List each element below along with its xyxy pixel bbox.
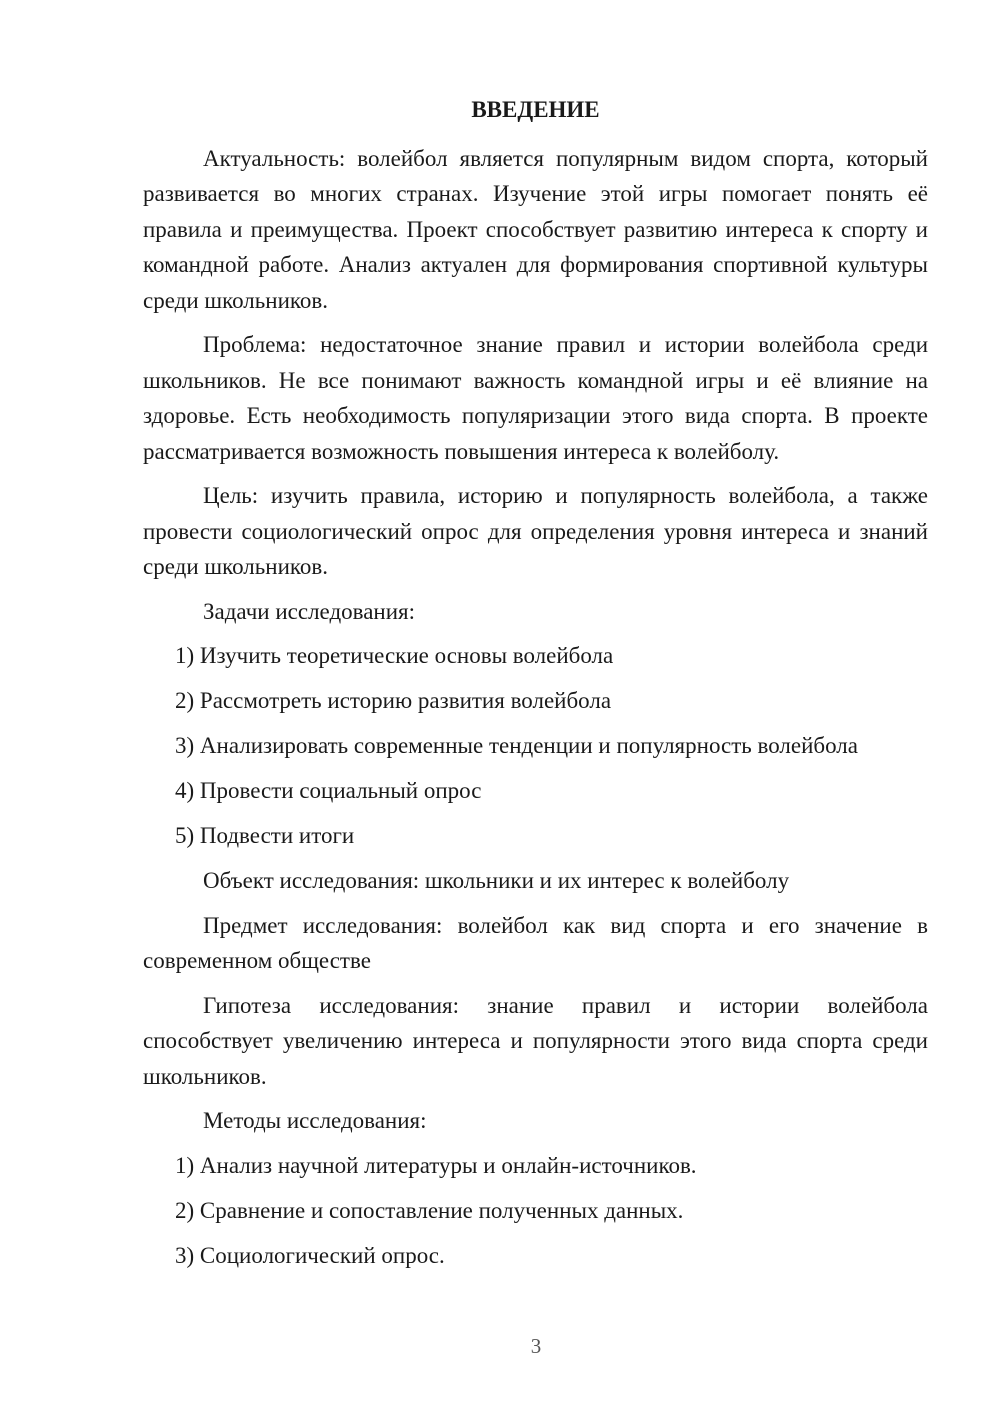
- object-paragraph: Объект исследования: школьники и их интерес к волейболу: [203, 868, 790, 893]
- task-item-4: 4) Провести социальный опрос: [175, 778, 482, 803]
- actuality-paragraph: Актуальность: волейбол является популярным видом спорта, который развивается во многих странах. Изучение этой игры помогает понять её правила и преимущества. Проект способствует развитию интереса к спорту и командной работе. Анализ актуален для формирования спортивной культуры среди школьников.: [143, 145, 928, 313]
- page-content: [143, 92, 928, 1283]
- goal-paragraph: Цель: изучить правила, историю и популярность волейбола, а также провести социологический опрос для определения уровня интереса и знаний среди школьников.: [143, 483, 928, 579]
- methods-title: Методы исследования:: [203, 1108, 427, 1133]
- tasks-title: Задачи исследования:: [203, 598, 416, 624]
- task-item-5: 5) Подвести итоги: [175, 823, 355, 848]
- task-item-1: 1) Изучить теоретические основы волейбола: [175, 643, 614, 668]
- problem-paragraph: Проблема: недостаточное знание правил и истории волейбола среди школьников. Не все понимают важность командной игры и её влияние на здоровье. Есть необходимость популяризации этого вида спорта. В проекте рассматривается возможность повышения интереса к волейболу.: [143, 332, 928, 464]
- tasks-list: [143, 638, 928, 854]
- method-item-1: 1) Анализ научной литературы и онлайн-источников.: [175, 1152, 697, 1178]
- method-item-2: 2) Сравнение и сопоставление полученных данных.: [175, 1197, 684, 1223]
- task-item-3: 3) Анализировать современные тенденции и популярность волейбола: [175, 733, 858, 758]
- subject-paragraph: Предмет исследования: волейбол как вид спорта и его значение в современном обществе: [143, 912, 928, 973]
- hypothesis-paragraph: Гипотеза исследования: знание правил и истории волейбола способствует увеличению интереса и популярности этого вида спорта среди школьников.: [143, 992, 928, 1089]
- task-item-2: 2) Рассмотреть историю развития волейбола: [175, 688, 612, 713]
- method-item-3: 3) Социологический опрос.: [175, 1242, 445, 1268]
- page-number: 3: [530, 1334, 542, 1358]
- methods-list: [143, 1148, 928, 1274]
- page-title: ВВЕДЕНИЕ: [471, 97, 600, 122]
